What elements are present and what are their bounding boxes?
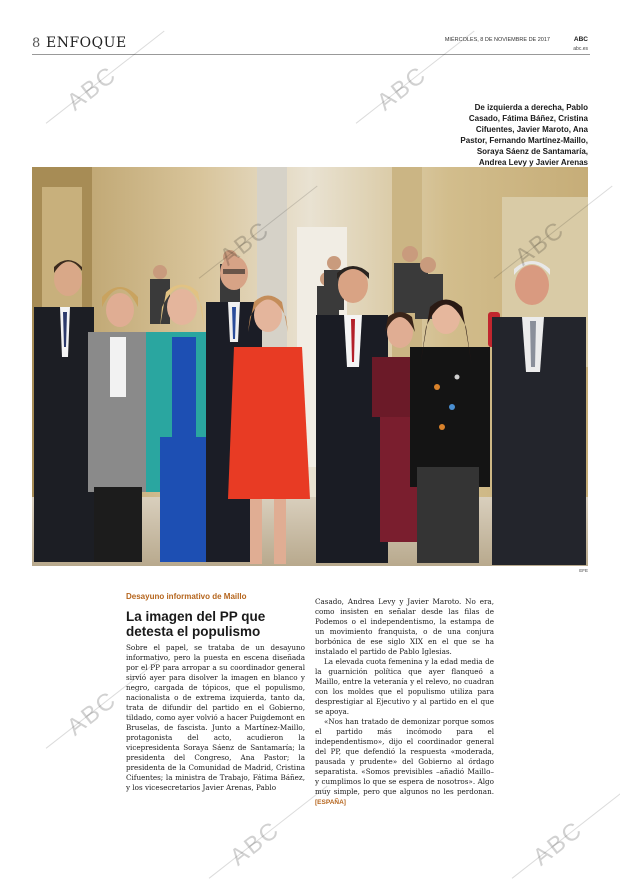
paragraph xyxy=(315,717,494,808)
watermark: ABC xyxy=(62,60,123,117)
group-photo xyxy=(32,167,588,566)
watermark: ABC xyxy=(372,60,433,117)
watermark: ABC xyxy=(225,815,286,872)
page-number: 8 xyxy=(32,36,41,51)
brand-url: abc.es xyxy=(573,46,588,52)
watermark: ABC xyxy=(528,815,589,872)
watermark: ABC xyxy=(62,685,123,742)
watermark: ABC xyxy=(510,215,571,272)
photo-caption: De izquierda a derecha, Pablo Casado, Fátima Báñez, Cristina Cifuentes, Javier Maroto, Ana Pastor, Fernando Martínez-Maillo, Soraya Sáenz de Santamaría, Andrea Levy y Javier Arenas xyxy=(460,103,588,167)
article-column-2 xyxy=(315,597,494,808)
issue-date: MIÉRCOLES, 8 DE NOVIEMBRE DE 2017 xyxy=(444,37,550,43)
header-rule xyxy=(32,54,590,55)
brand-logo: ABC xyxy=(573,36,588,43)
article-headline: La imagen del PP que detesta el populismo xyxy=(126,609,266,639)
article-kicker: Desayuno informativo de Maillo xyxy=(126,592,247,601)
watermark: ABC xyxy=(215,215,276,272)
section-title: ENFOQUE xyxy=(46,35,127,51)
article-column-1: Sobre el papel, se trataba de un desayuno informativo, pero la puesta en escena diseñada por el PP para arropar a su coordinador general sirvió ayer para disolver la imagen en blanco y negro, cargada de tópicos, que el populismo, nacionalista o de extrema izquierda, tanto da, trata de difundir del partido en el Gobierno, tildado, como ayer volvió a hacer Puigdemont en Bruselas, de fascista. Junto a Martínez-Maillo, protagonista del acto, acudieron la vicepresidenta Soraya Sáenz de Santamaría; la presidenta del Congreso, Ana Pastor; la presidenta de la Comunidad de Madrid, Cristina Cifuentes; la ministra de Trabajo, Fátima Báñez, y los vicesecretarios Javier Arenas, Pablo xyxy=(126,643,305,792)
paragraph: La elevada cuota femenina y la edad media de la guarnición política que ayer flanqueó a Maillo, entre la veteranía y el relevo, no cuadran con los moldes que el populismo utiliza para desprestigiar al Ejecutivo y al partido en el que se apoya. xyxy=(315,657,494,716)
section-tag: [ESPAÑA] xyxy=(315,799,346,806)
paragraph-text: «Nos han tratado de demonizar porque somos el partido más incómodo para el independentismo», dijo el coordinador general del PP, que defendió la respuesta «moderada, pausada y prudente» del Gobierno al órdago separatista. «Somos previsibles –añadió Maillo– y cumplimos lo que se espera de nosotros». Algo muy simple, pero que algunos no les perdonan. xyxy=(315,717,494,796)
photo-credit: EFE xyxy=(579,568,588,573)
paragraph: Casado, Andrea Levy y Javier Maroto. No era, como insisten en señalar desde las filas de Podemos o el independentismo, la estampa de un movimiento franquista, o de una conjura borbónica de ese siglo XIX en el que se ha instalado el partido de Pablo Iglesias. xyxy=(315,597,494,656)
